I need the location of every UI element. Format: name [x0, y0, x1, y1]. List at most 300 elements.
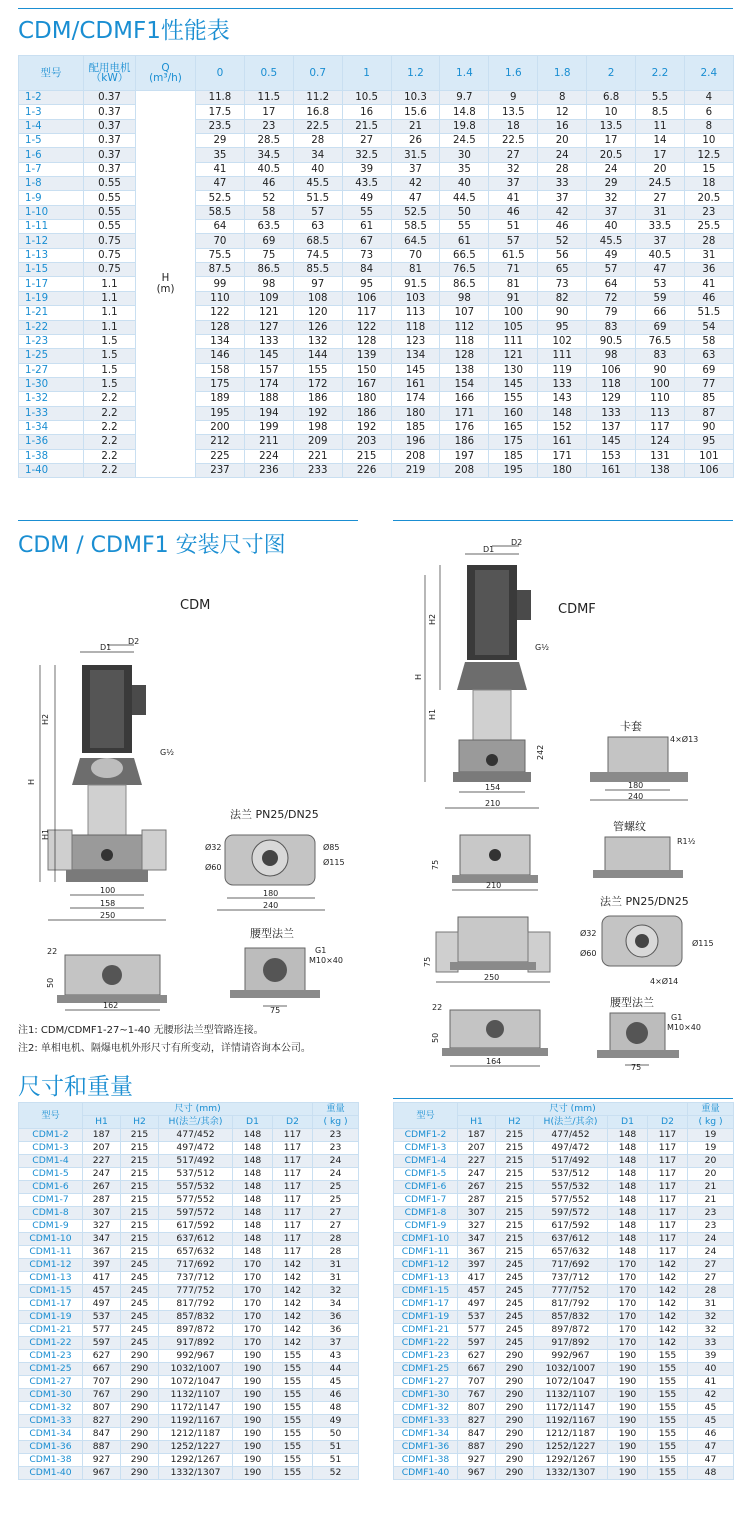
perf-head-cell: 43.5 — [342, 177, 391, 191]
cdm-dim-value-cell: 44 — [313, 1363, 359, 1376]
perf-head-cell: 81 — [489, 277, 538, 291]
cdmf-dim-value-cell: 215 — [496, 1155, 534, 1168]
cdmf-dim-value-cell: 290 — [496, 1415, 534, 1428]
cdmf-dim-row — [394, 1220, 734, 1233]
cdm-dim-value-cell: 245 — [121, 1337, 159, 1350]
cdmf-dim-value-cell: 148 — [608, 1233, 648, 1246]
cdmf-dim-value-cell: 142 — [648, 1259, 688, 1272]
perf-motor-cell: 2.2 — [84, 392, 136, 406]
perf-head-cell: 171 — [538, 449, 587, 463]
cdm-dim-value-cell: 190 — [233, 1441, 273, 1454]
cdmf-dim-value-cell: 170 — [608, 1298, 648, 1311]
cdm-dim-value-cell: 557/532 — [159, 1181, 233, 1194]
cdmf-dim-value-cell: 1252/1227 — [534, 1441, 608, 1454]
cdm-dim-value-cell: 24 — [313, 1168, 359, 1181]
cdm-dim-row — [19, 1441, 359, 1454]
perf-head-cell: 133 — [244, 334, 293, 348]
cdmf-dim-value-cell: 917/892 — [534, 1337, 608, 1350]
cdm-dim-model-cell: CDM1-12 — [19, 1259, 83, 1272]
perf-head-cell: 130 — [489, 363, 538, 377]
perf-head-cell: 13.5 — [587, 119, 636, 133]
cdm-dim-col: H(法兰/其余) — [159, 1116, 233, 1129]
cdmf-dim-value-cell: 367 — [458, 1246, 496, 1259]
cdm-dim-model-cell: CDM1-2 — [19, 1129, 83, 1142]
cdm-dim-value-cell: 28 — [313, 1246, 359, 1259]
cdmf-dim-value-cell: 27 — [688, 1259, 734, 1272]
perf-row — [19, 162, 734, 176]
perf-motor-cell: 0.37 — [84, 162, 136, 176]
cdmf-dim-value-cell: 40 — [688, 1363, 734, 1376]
dim-r1: R1½ — [677, 837, 696, 846]
cdm-dim-value-cell: 367 — [83, 1246, 121, 1259]
perf-head-cell: 12 — [538, 105, 587, 119]
cdmf-dim-value-cell: 33 — [688, 1337, 734, 1350]
cdmf-dim-model-cell: CDMF1-13 — [394, 1272, 458, 1285]
cdmf-dim-row — [394, 1155, 734, 1168]
perf-head-cell: 69 — [636, 320, 685, 334]
perf-head-cell: 51.5 — [293, 191, 342, 205]
perf-head-cell: 52 — [538, 234, 587, 248]
cdm-dim-value-cell: 27 — [313, 1220, 359, 1233]
perf-head-cell: 51.5 — [684, 306, 733, 320]
perf-header-q — [136, 56, 196, 91]
perf-flow-header: 1.8 — [538, 56, 587, 91]
perf-model-cell: 1-34 — [19, 420, 84, 434]
cdmf-dim-row — [394, 1207, 734, 1220]
cdm-dim-value-cell: 245 — [121, 1285, 159, 1298]
cdmf-dim-value-cell: 32 — [688, 1311, 734, 1324]
perf-motor-cell: 1.1 — [84, 291, 136, 305]
cdmf-dim-value-cell: 148 — [608, 1168, 648, 1181]
perf-head-cell: 185 — [489, 449, 538, 463]
cdm-dim-row — [19, 1324, 359, 1337]
dim-cdmf-75c: 75 — [631, 1063, 642, 1072]
cdm-dim-row — [19, 1402, 359, 1415]
cdmf-dim-value-cell: 190 — [608, 1376, 648, 1389]
perf-head-cell: 46 — [489, 205, 538, 219]
perf-head-cell: 15 — [684, 162, 733, 176]
perf-model-cell: 1-19 — [19, 291, 84, 305]
perf-model-cell: 1-36 — [19, 435, 84, 449]
cdm-dim-value-cell: 117 — [273, 1181, 313, 1194]
cdmf-dim-row — [394, 1376, 734, 1389]
waist-label: 腰型法兰 — [250, 927, 294, 940]
cdmf-dim-header-row1 — [394, 1103, 734, 1116]
cdm-dim-value-cell: 290 — [121, 1441, 159, 1454]
cdm-dim-value-cell: 27 — [313, 1207, 359, 1220]
perf-head-cell: 211 — [244, 435, 293, 449]
cdmf-dim-value-cell: 215 — [496, 1207, 534, 1220]
cdmf-dim-body — [394, 1129, 734, 1480]
perf-row — [19, 291, 734, 305]
perf-header-model-text: 型号 — [40, 67, 62, 79]
cdm-dim-value-cell: 170 — [233, 1272, 273, 1285]
perf-head-cell: 117 — [342, 306, 391, 320]
cdm-dim-value-cell: 190 — [233, 1467, 273, 1480]
cdmf-dim-value-cell: 155 — [648, 1415, 688, 1428]
perf-head-cell: 22.5 — [293, 119, 342, 133]
clamp-drawing — [580, 732, 730, 804]
cdmf-dim-value-cell: 47 — [688, 1454, 734, 1467]
cdmf-dim-value-cell: 215 — [496, 1142, 534, 1155]
dim-d32: Ø32 — [205, 843, 222, 852]
perf-head-cell: 70 — [391, 248, 440, 262]
perf-head-cell: 121 — [244, 306, 293, 320]
cdm-dim-value-cell: 50 — [313, 1428, 359, 1441]
dims-title: 尺寸和重量 — [18, 1074, 133, 1100]
cdm-dim-value-cell: 117 — [273, 1207, 313, 1220]
cdmf-dim-value-cell: 155 — [648, 1402, 688, 1415]
cdmf-dim-value-cell: 142 — [648, 1285, 688, 1298]
perf-head-cell: 188 — [244, 392, 293, 406]
perf-head-cell: 10.5 — [342, 91, 391, 105]
cdmf-dim-model-cell: CDMF1-17 — [394, 1298, 458, 1311]
cdm-dim-model-cell: CDM1-21 — [19, 1324, 83, 1337]
perf-head-cell: 37 — [489, 177, 538, 191]
cdm-dim-model-cell: CDM1-38 — [19, 1454, 83, 1467]
cdmf-dim-value-cell: 857/832 — [534, 1311, 608, 1324]
perf-head-cell: 90.5 — [587, 334, 636, 348]
cdmf-dim-value-cell: 597/572 — [534, 1207, 608, 1220]
cdm-dim-value-cell: 287 — [83, 1194, 121, 1207]
perf-head-cell: 21.5 — [342, 119, 391, 133]
cdmf-dim-value-cell: 267 — [458, 1181, 496, 1194]
cdmf-dim-value-cell: 155 — [648, 1350, 688, 1363]
cdmf-dim-value-cell: 967 — [458, 1467, 496, 1480]
cdm-dim-value-cell: 31 — [313, 1272, 359, 1285]
cdm-dim-model-cell: CDM1-8 — [19, 1207, 83, 1220]
perf-head-cell: 133 — [538, 377, 587, 391]
perf-head-cell: 85.5 — [293, 263, 342, 277]
cdm-dim-row — [19, 1155, 359, 1168]
cdm-dim-value-cell: 155 — [273, 1454, 313, 1467]
perf-head-cell: 21 — [391, 119, 440, 133]
cdm-dim-value-cell: 917/892 — [159, 1337, 233, 1350]
perf-head-cell: 180 — [391, 406, 440, 420]
cdmf-dim-value-cell: 577/552 — [534, 1194, 608, 1207]
perf-head-cell: 128 — [342, 334, 391, 348]
cdmf-dim-col: D2 — [648, 1116, 688, 1129]
cdmf-dim-value-cell: 287 — [458, 1194, 496, 1207]
dim-cdmf-250: 250 — [484, 973, 500, 982]
cdmf-dim-row — [394, 1194, 734, 1207]
cdm-dim-value-cell: 290 — [121, 1467, 159, 1480]
perf-row — [19, 463, 734, 477]
flange-view-drawing — [205, 820, 345, 915]
cdmf-dim-value-cell: 117 — [648, 1220, 688, 1233]
cdm-dim-row — [19, 1129, 359, 1142]
cdm-dim-row — [19, 1272, 359, 1285]
perf-head-cell: 37 — [391, 162, 440, 176]
cdmf-dim-model-cell: CDMF1-9 — [394, 1220, 458, 1233]
perf-head-cell: 18 — [684, 177, 733, 191]
perf-head-cell: 172 — [293, 377, 342, 391]
perf-head-cell: 148 — [538, 406, 587, 420]
cdmf-dim-value-cell: 290 — [496, 1467, 534, 1480]
perf-head-cell: 41 — [196, 162, 245, 176]
cdmf-dim-value-cell: 21 — [688, 1194, 734, 1207]
perf-head-cell: 198 — [293, 420, 342, 434]
perf-model-cell: 1-9 — [19, 191, 84, 205]
cdmf-dim-value-cell: 41 — [688, 1376, 734, 1389]
perf-row — [19, 334, 734, 348]
cdmf-dim-model-cell: CDMF1-12 — [394, 1259, 458, 1272]
cdm-dim-value-cell: 142 — [273, 1298, 313, 1311]
perf-motor-cell: 0.55 — [84, 177, 136, 191]
perf-head-cell: 54 — [684, 320, 733, 334]
cdm-dim-model-cell: CDM1-11 — [19, 1246, 83, 1259]
cdm-dim-value-cell: 117 — [273, 1194, 313, 1207]
perf-head-cell: 40 — [293, 162, 342, 176]
cdm-label: CDM — [180, 598, 211, 613]
cdmf-dim-value-cell: 207 — [458, 1142, 496, 1155]
perf-model-cell: 1-27 — [19, 363, 84, 377]
cdm-dim-value-cell: 190 — [233, 1350, 273, 1363]
cdm-dim-value-cell: 657/632 — [159, 1246, 233, 1259]
cdmf-dim-value-cell: 148 — [608, 1246, 648, 1259]
perf-head-cell: 174 — [244, 377, 293, 391]
cdmf-dim-value-cell: 347 — [458, 1233, 496, 1246]
perf-head-cell: 58.5 — [196, 205, 245, 219]
cdm-dim-value-cell: 327 — [83, 1220, 121, 1233]
perf-row — [19, 234, 734, 248]
dim-cdmf-d115: Ø115 — [692, 939, 714, 948]
dim-m10: M10×40 — [309, 956, 343, 965]
cdmf-dim-value-cell: 245 — [496, 1259, 534, 1272]
perf-head-cell: 23 — [684, 205, 733, 219]
cdm-dim-model-cell: CDM1-33 — [19, 1415, 83, 1428]
flange-label: 法兰 PN25/DN25 — [230, 808, 319, 821]
cdm-dim-value-cell: 51 — [313, 1454, 359, 1467]
cdmf-pump-drawing — [415, 540, 565, 820]
perf-head-cell: 45.5 — [293, 177, 342, 191]
cdmf-dim-value-cell: 117 — [648, 1142, 688, 1155]
dim-h2: H2 — [41, 713, 50, 725]
cdmf-dim-row — [394, 1233, 734, 1246]
perf-head-cell: 106 — [342, 291, 391, 305]
cdmf-dim-value-cell: 597 — [458, 1337, 496, 1350]
perf-head-cell: 8 — [538, 91, 587, 105]
perf-head-cell: 82 — [538, 291, 587, 305]
cdmf-dim-value-cell: 290 — [496, 1350, 534, 1363]
perf-head-cell: 16 — [342, 105, 391, 119]
cdmf-dim-value-cell: 170 — [608, 1259, 648, 1272]
cdmf-dim-value-cell: 20 — [688, 1168, 734, 1181]
cdmf-dim-value-cell: 148 — [608, 1194, 648, 1207]
cdm-dim-value-cell: 190 — [233, 1363, 273, 1376]
perf-head-cell: 10.3 — [391, 91, 440, 105]
cdmf-dim-row — [394, 1259, 734, 1272]
perf-head-cell: 28 — [684, 234, 733, 248]
perf-head-cell: 102 — [538, 334, 587, 348]
cdm-dim-value-cell: 155 — [273, 1402, 313, 1415]
cdm-dim-value-cell: 767 — [83, 1389, 121, 1402]
waist-label2: 腰型法兰 — [610, 996, 654, 1009]
perf-head-cell: 46 — [244, 177, 293, 191]
dim-cdmf-d2: D2 — [511, 538, 523, 547]
cdm-dim-value-cell: 290 — [121, 1350, 159, 1363]
cdmf-dim-value-cell: 307 — [458, 1207, 496, 1220]
cdm-dim-value-cell: 155 — [273, 1441, 313, 1454]
cdm-dim-value-cell: 967 — [83, 1467, 121, 1480]
cdm-dim-row — [19, 1207, 359, 1220]
cdm-dim-row — [19, 1454, 359, 1467]
perf-head-cell: 157 — [244, 363, 293, 377]
perf-row — [19, 148, 734, 162]
perf-head-cell: 118 — [587, 377, 636, 391]
perf-head-cell: 23 — [244, 119, 293, 133]
dim-180: 180 — [263, 889, 279, 898]
perf-head-cell: 91 — [489, 291, 538, 305]
perf-head-cell: 112 — [440, 320, 489, 334]
perf-head-cell: 45.5 — [587, 234, 636, 248]
perf-head-cell: 160 — [489, 406, 538, 420]
cdm-dim-value-cell: 897/872 — [159, 1324, 233, 1337]
cdmf-dim-value-cell: 117 — [648, 1129, 688, 1142]
cdmf-dim-value-cell: 23 — [688, 1220, 734, 1233]
perf-head-cell: 195 — [489, 463, 538, 477]
cdm-dim-value-cell: 25 — [313, 1194, 359, 1207]
perf-row — [19, 91, 734, 105]
perf-head-cell: 53 — [636, 277, 685, 291]
cdmf-dim-col: H(法兰/其余) — [534, 1116, 608, 1129]
perf-head-cell: 87.5 — [196, 263, 245, 277]
dim-75: 75 — [270, 1006, 281, 1015]
cdmf-dim-value-cell: 897/872 — [534, 1324, 608, 1337]
perf-head-cell: 71 — [489, 263, 538, 277]
cdm-dim-body — [19, 1129, 359, 1480]
cdmf-dim-value-cell: 777/752 — [534, 1285, 608, 1298]
cdm-dim-value-cell: 290 — [121, 1389, 159, 1402]
perf-head-cell: 61 — [342, 220, 391, 234]
perf-head-cell: 31 — [636, 205, 685, 219]
perf-head-cell: 74.5 — [293, 248, 342, 262]
cdmf-dim-value-cell: 117 — [648, 1181, 688, 1194]
cdm-dim-value-cell: 637/612 — [159, 1233, 233, 1246]
cdmf-dim-row — [394, 1285, 734, 1298]
cdmf-dim-value-cell: 1192/1167 — [534, 1415, 608, 1428]
cdm-dim-value-cell: 36 — [313, 1324, 359, 1337]
perf-header-motor — [84, 56, 136, 91]
cdm-dim-value-cell: 245 — [121, 1324, 159, 1337]
cdmf-dim-value-cell: 245 — [496, 1324, 534, 1337]
perf-head-cell: 32.5 — [342, 148, 391, 162]
perf-head-cell: 108 — [293, 291, 342, 305]
perf-head-cell: 86.5 — [440, 277, 489, 291]
cdmf-dim-value-cell: 215 — [496, 1194, 534, 1207]
cdm-dim-row — [19, 1233, 359, 1246]
cdmf-dim-value-cell: 245 — [496, 1272, 534, 1285]
perf-head-cell: 8.5 — [636, 105, 685, 119]
cdm-dim-value-cell: 170 — [233, 1324, 273, 1337]
cdmf-dim-value-cell: 1292/1267 — [534, 1454, 608, 1467]
cdm-dim-value-cell: 142 — [273, 1285, 313, 1298]
cdmf-dim-value-cell: 142 — [648, 1311, 688, 1324]
cdm-dim-value-cell: 190 — [233, 1402, 273, 1415]
cdmf-dim-value-cell: 817/792 — [534, 1298, 608, 1311]
cdm-dim-value-cell: 307 — [83, 1207, 121, 1220]
perf-row — [19, 406, 734, 420]
perf-model-cell: 1-3 — [19, 105, 84, 119]
perf-model-cell: 1-21 — [19, 306, 84, 320]
cdmf-dim-value-cell: 190 — [608, 1467, 648, 1480]
perf-head-cell: 124 — [636, 435, 685, 449]
cdmf-dim-value-cell: 23 — [688, 1207, 734, 1220]
perf-head-cell: 6 — [684, 105, 733, 119]
cdmf-flange-side-drawing — [423, 912, 558, 990]
cdm-dim-value-cell: 290 — [121, 1363, 159, 1376]
cdm-dim-value-cell: 537/512 — [159, 1168, 233, 1181]
perf-head-cell: 233 — [293, 463, 342, 477]
perf-head-cell: 146 — [196, 349, 245, 363]
cdmf-dim-row — [394, 1129, 734, 1142]
cdmf-dim-value-cell: 190 — [608, 1415, 648, 1428]
perf-head-cell: 121 — [489, 349, 538, 363]
cdm-dim-value-cell: 207 — [83, 1142, 121, 1155]
cdmf-dim-value-cell: 457 — [458, 1285, 496, 1298]
cdmf-dim-model-cell: CDMF1-15 — [394, 1285, 458, 1298]
perf-head-cell: 40.5 — [244, 162, 293, 176]
perf-head-cell: 69 — [684, 363, 733, 377]
cdmf-dim-model-cell: CDMF1-25 — [394, 1363, 458, 1376]
cdmf-dim-value-cell: 847 — [458, 1428, 496, 1441]
cdmf-dim-row — [394, 1298, 734, 1311]
perf-head-cell: 174 — [391, 392, 440, 406]
perf-head-cell: 27 — [489, 148, 538, 162]
perf-head-cell: 64 — [196, 220, 245, 234]
cdmf-dim-model-cell: CDMF1-10 — [394, 1233, 458, 1246]
cdmf-dim-model-cell: CDMF1-4 — [394, 1155, 458, 1168]
perf-head-cell: 25.5 — [684, 220, 733, 234]
cdm-dim-model-cell: CDM1-30 — [19, 1389, 83, 1402]
note-2: 注2: 单相电机、隔爆电机外形尺寸有所变动，详情请咨询本公司。 — [18, 1043, 311, 1054]
cdmf-dim-value-cell: 887 — [458, 1441, 496, 1454]
cdm-dim-row — [19, 1415, 359, 1428]
perf-row — [19, 392, 734, 406]
cdm-dim-value-cell: 142 — [273, 1259, 313, 1272]
perf-head-cell: 4 — [684, 91, 733, 105]
perf-head-cell: 11.5 — [244, 91, 293, 105]
cdm-dim-value-cell: 23 — [313, 1142, 359, 1155]
cdm-dim-model-cell: CDM1-25 — [19, 1363, 83, 1376]
perf-flow-header: 0.7 — [293, 56, 342, 91]
perf-head-cell: 57 — [587, 263, 636, 277]
cdmf-dim-value-cell: 247 — [458, 1168, 496, 1181]
perf-head-cell: 28 — [538, 162, 587, 176]
cdm-dim-value-cell: 707 — [83, 1376, 121, 1389]
cdm-dim-value-cell: 155 — [273, 1350, 313, 1363]
cdm-dim-value-cell: 1252/1227 — [159, 1441, 233, 1454]
perf-head-cell: 47 — [636, 263, 685, 277]
perf-model-cell: 1-4 — [19, 119, 84, 133]
cdmf-dim-value-cell: 290 — [496, 1376, 534, 1389]
perf-head-cell: 19.8 — [440, 119, 489, 133]
cdmf-dim-value-cell: 148 — [608, 1181, 648, 1194]
cdm-dim-value-cell: 215 — [121, 1233, 159, 1246]
perf-row — [19, 134, 734, 148]
cdmf-dim-value-cell: 1072/1047 — [534, 1376, 608, 1389]
cdmf-dim-value-cell: 617/592 — [534, 1220, 608, 1233]
cdm-dim-value-cell: 190 — [233, 1454, 273, 1467]
perf-head-cell: 180 — [538, 463, 587, 477]
cdmf-dim-model-cell: CDMF1-11 — [394, 1246, 458, 1259]
perf-head-cell: 226 — [342, 463, 391, 477]
cdm-dim-value-cell: 215 — [121, 1194, 159, 1207]
perf-row — [19, 220, 734, 234]
cdm-dim-value-cell: 517/492 — [159, 1155, 233, 1168]
perf-head-cell: 236 — [244, 463, 293, 477]
perf-motor-cell: 0.75 — [84, 263, 136, 277]
